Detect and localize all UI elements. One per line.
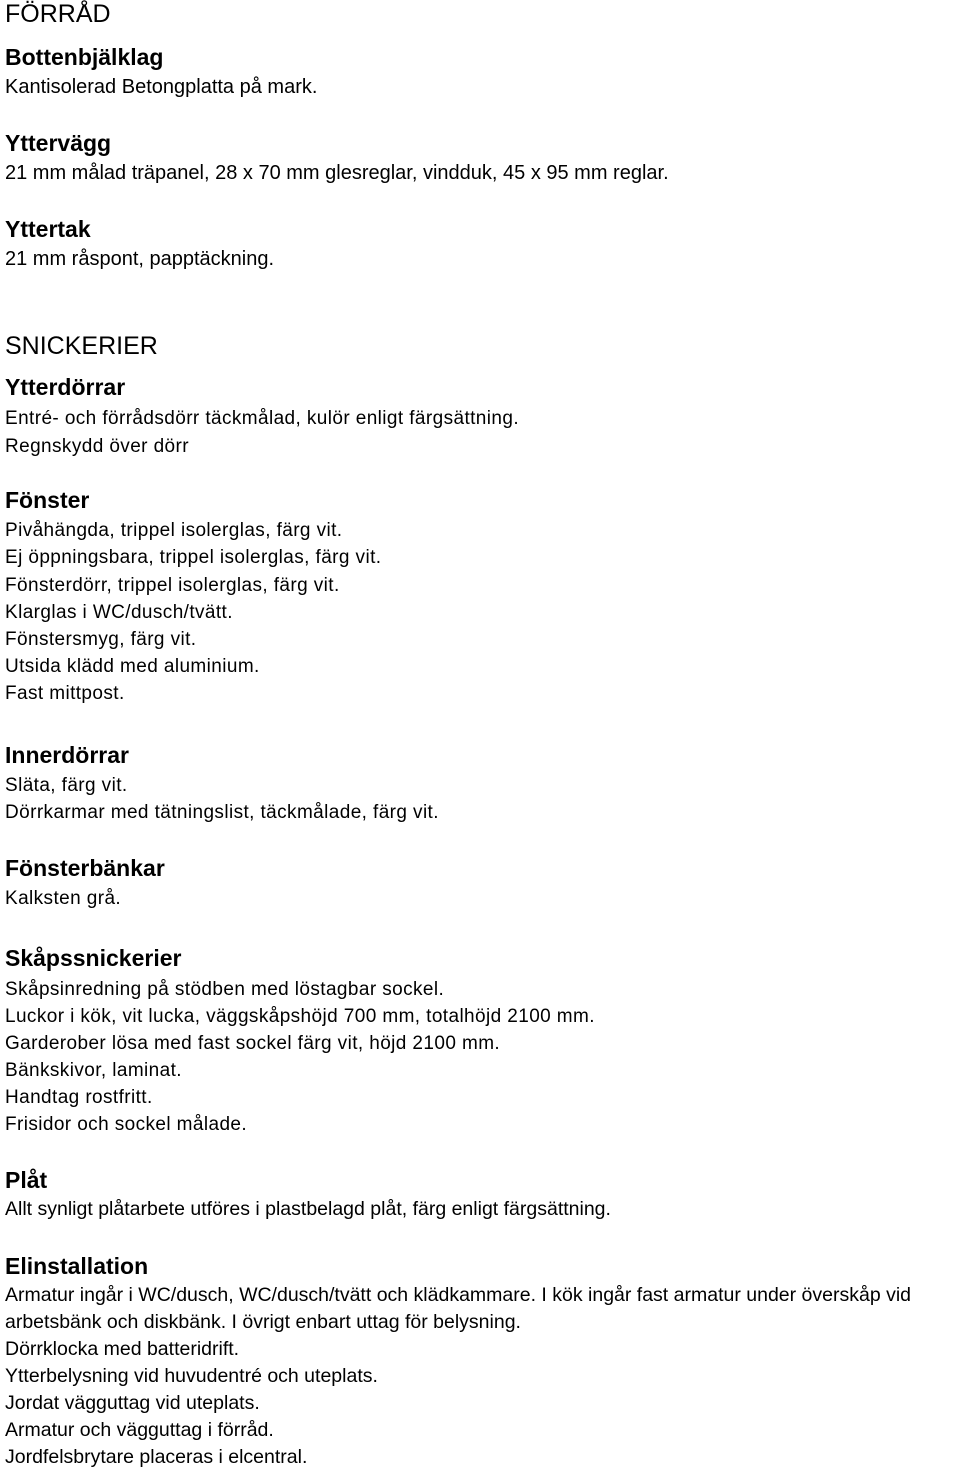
subheading-yttertak: Yttertak xyxy=(5,216,91,242)
text-line: Bänkskivor, laminat. xyxy=(5,1060,182,1081)
text-line: Fönstersmyg, färg vit. xyxy=(5,629,197,650)
text-line: Utsida klädd med aluminium. xyxy=(5,656,260,677)
subheading-yttervagg: Yttervägg xyxy=(5,130,112,156)
subheading-fonster: Fönster xyxy=(5,487,90,513)
subheading-plat: Plåt xyxy=(5,1167,48,1193)
text-line: Allt synligt plåtarbete utföres i plastbelagd plåt, färg enligt färgsättning. xyxy=(5,1198,611,1220)
text-line: Jordfelsbrytare placeras i elcentral. xyxy=(5,1446,308,1468)
text-line: Skåpsinredning på stödben med löstagbar sockel. xyxy=(5,979,445,1000)
text-line: Kalksten grå. xyxy=(5,888,122,909)
subheading-elinstallation: Elinstallation xyxy=(5,1253,149,1279)
text-line: Luckor i kök, vit lucka, väggskåpshöjd 700 mm, totalhöjd 2100 mm. xyxy=(5,1006,595,1027)
text-line: Fast mittpost. xyxy=(5,683,125,704)
subheading-ytterdorrar: Ytterdörrar xyxy=(5,374,126,400)
text-line: Entré- och förrådsdörr täckmålad, kulör enligt färgsättning. xyxy=(5,408,520,429)
text-line: Klarglas i WC/dusch/tvätt. xyxy=(5,602,233,623)
text-line: Jordat vägguttag vid uteplats. xyxy=(5,1392,260,1414)
text-line: 21 mm råspont, papptäckning. xyxy=(5,248,275,270)
text-line: Pivåhängda, trippel isolerglas, färg vit. xyxy=(5,520,343,541)
text-paragraph: Armatur ingår i WC/dusch, WC/dusch/tvätt och klädkammare. I kök ingår fast armatur under överskåp vid arbetsbänk och diskbänk. I övrigt enbart uttag för belysning. xyxy=(5,1284,912,1333)
text-line: Fönsterdörr, trippel isolerglas, färg vit. xyxy=(5,575,340,596)
subheading-skapssnickerier: Skåpssnickerier xyxy=(5,945,182,971)
subheading-innerdorrar: Innerdörrar xyxy=(5,742,129,768)
text-line: Garderober lösa med fast sockel färg vit, höjd 2100 mm. xyxy=(5,1033,501,1054)
text-line: Ej öppningsbara, trippel isolerglas, färg vit. xyxy=(5,547,382,568)
text-line: Frisidor och sockel målade. xyxy=(5,1114,248,1135)
section-heading-snickerier: SNICKERIER xyxy=(5,332,158,360)
text-line: Ytterbelysning vid huvudentré och uteplats. xyxy=(5,1365,378,1387)
text-line: Handtag rostfritt. xyxy=(5,1087,153,1108)
subheading-fonsterbankar: Fönsterbänkar xyxy=(5,855,165,881)
text-line: 21 mm målad träpanel, 28 x 70 mm glesreglar, vindduk, 45 x 95 mm reglar. xyxy=(5,162,669,184)
text-line: Regnskydd över dörr xyxy=(5,436,189,457)
text-line: Släta, färg vit. xyxy=(5,775,128,796)
text-line: Kantisolerad Betongplatta på mark. xyxy=(5,76,318,98)
text-line: Dörrkarmar med tätningslist, täckmålade, färg vit. xyxy=(5,802,439,823)
text-line: Armatur och vägguttag i förråd. xyxy=(5,1419,274,1441)
text-line: Dörrklocka med batteridrift. xyxy=(5,1338,240,1360)
subheading-bottenbjalklag: Bottenbjälklag xyxy=(5,44,164,70)
section-heading-forrad: FÖRRÅD xyxy=(5,0,111,28)
